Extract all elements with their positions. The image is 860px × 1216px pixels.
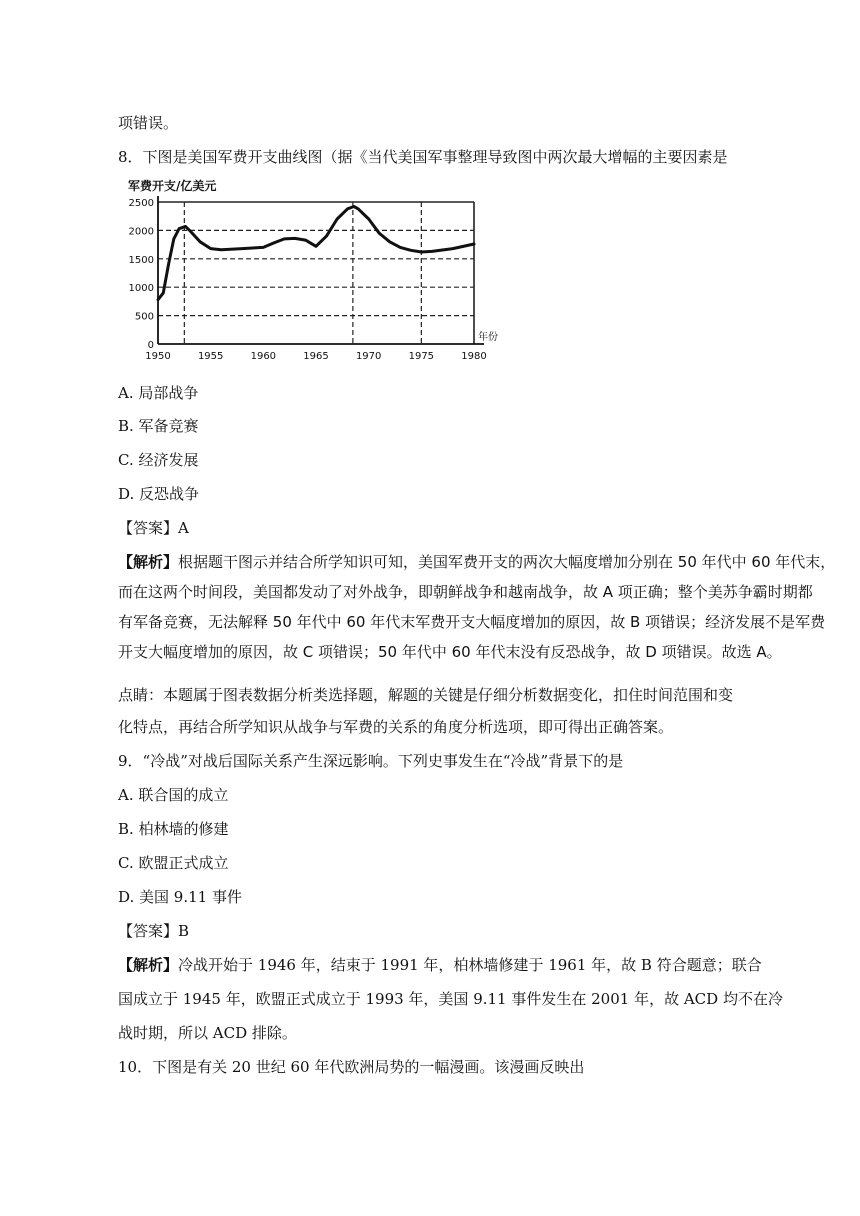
- x-axis-label: 年份: [478, 332, 498, 343]
- question-8-option-c: C. 经济发展: [118, 451, 199, 469]
- question-9-analysis-line-1: [118, 955, 762, 975]
- y-tick-label: 2000: [128, 226, 154, 238]
- question-9-option-d: D. 美国 9.11 事件: [118, 888, 242, 906]
- series-line-0: [158, 207, 474, 300]
- question-9-option-b: B. 柏林墙的修建: [118, 820, 229, 838]
- x-tick-label: 1955: [197, 351, 224, 362]
- question-8-tip-line-1: 点睛：本题属于图表数据分析类选择题，解题的关键是仔细分析数据变化，扣住时间范围和变: [118, 686, 734, 704]
- question-8-answer: 【答案】A: [118, 519, 189, 537]
- question-9-stem: 9．“冷战”对战后国际关系产生深远影响。下列史事发生在“冷战”背景下的是: [118, 752, 624, 770]
- question-9-analysis-line-3: 战时期，所以 ACD 排除。: [118, 1024, 297, 1042]
- x-tick-label: 1980: [461, 351, 487, 362]
- question-8-analysis-line-2: 而在这两个时间段，美国都发动了对外战争，即朝鲜战争和越南战争，故 A 项正确；整个美苏争霸时期都: [118, 583, 813, 601]
- x-tick-label: 1965: [303, 351, 329, 362]
- x-tick-label: 1970: [355, 351, 382, 362]
- prev-question-tail: 项错误。: [118, 114, 179, 132]
- analysis-text: 根据题干图示并结合所学知识可知，美国军费开支的两次大幅度增加分别在 50 年代中 60 年代末，: [178, 553, 836, 571]
- question-9-option-c: C. 欧盟正式成立: [118, 854, 229, 872]
- question-8-option-b: B. 军备竞赛: [118, 417, 199, 435]
- question-8-analysis-line-3: 有军备竞赛，无法解释 50 年代中 60 年代末军费开支大幅度增加的原因，故 B 项错误；经济发展不是军费: [118, 613, 826, 631]
- y-tick-label: 1000: [128, 283, 154, 295]
- x-tick-label: 1960: [250, 351, 277, 362]
- question-9-option-a: A. 联合国的成立: [118, 786, 229, 804]
- y-axis-label: 军费开支/亿美元: [128, 179, 217, 193]
- analysis-text: 冷战开始于 1946 年，结束于 1991 年，柏林墙修建于 1961 年，故 B 符合题意；联合: [178, 956, 762, 974]
- question-8-tip-line-2: 化特点，再结合所学知识从战争与军费的关系的角度分析选项，即可得出正确答案。: [118, 718, 674, 736]
- y-tick-label: 2500: [128, 198, 154, 209]
- analysis-tag: 【解析】: [118, 553, 179, 571]
- question-8-stem: 8．下图是美国军费开支曲线图（据《当代美国军事整理导致图中两次最大增幅的主要因素是: [118, 148, 728, 166]
- y-tick-label: 500: [134, 311, 154, 323]
- question-8-analysis-line-4: 开支大幅度增加的原因，故 C 项错误；50 年代中 60 年代末没有反恐战争，故 D 项错误。故选 A。: [118, 643, 782, 661]
- question-10-stem: 10．下图是有关 20 世纪 60 年代欧洲局势的一幅漫画。该漫画反映出: [118, 1058, 585, 1076]
- question-8-option-d: D. 反恐战争: [118, 485, 200, 503]
- x-tick-label: 1975: [408, 351, 435, 362]
- y-tick-label: 1500: [128, 254, 154, 266]
- military-spending-chart: [118, 174, 518, 366]
- question-9-answer: 【答案】B: [118, 922, 190, 940]
- analysis-tag: 【解析】: [118, 956, 179, 974]
- y-tick-label: 0: [147, 340, 154, 351]
- question-8-option-a: A. 局部战争: [118, 384, 199, 402]
- x-tick-label: 1950: [145, 351, 171, 362]
- question-8-analysis-line-1: [118, 552, 835, 572]
- question-9-analysis-line-2: 国成立于 1945 年，欧盟正式成立于 1993 年，美国 9.11 事件发生在 2001 年，故 ACD 均不在冷: [118, 990, 783, 1008]
